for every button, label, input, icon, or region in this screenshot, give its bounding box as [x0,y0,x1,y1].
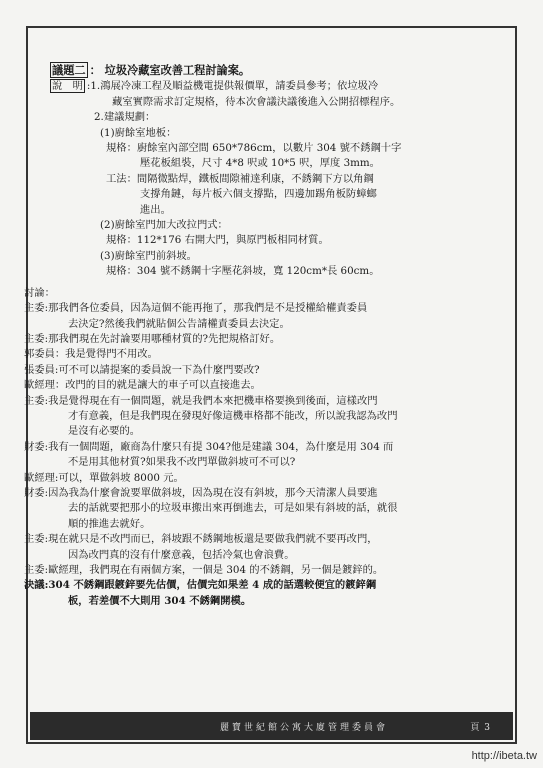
explanation-line-1: 說 明 :1.鴻展冷凍工程及順益機電提供報價單，請委員參考；依垃圾冷 [52,80,379,93]
footer-bar [30,712,513,740]
agenda-title: 垃圾冷藏室改善工程討論案。 [104,63,251,77]
discussion-line: 才有意義，但是我們現在發現好像這機車格都不能改，所以說我認為改門 [68,409,398,422]
page-number: 頁 3 [470,723,491,733]
discussion-line: 郭委員：我是覺得門不用改。 [24,348,158,361]
discussion-line: 張委員:可不可以請提案的委員說一下為什麼門要改? [24,363,260,376]
explanation-line-10: (2)廚餘室門加大改拉門式： [100,219,228,232]
agenda-heading: 議題二 ： 垃圾冷藏室改善工程討論案。 [52,63,251,77]
explanation-line-3: 2.建議規劃： [94,111,156,124]
discussion-line: 是沒有必要的。 [68,425,141,438]
explanation-line-12: (3)廚餘室門前斜坡。 [100,249,197,262]
site-watermark: http://ibeta.tw [471,750,537,762]
discussion-line: 歐經理：改門的目的就是讓大的車子可以直接進去。 [24,379,261,392]
footer-title: 麗寶世紀館公寓大廈管理委員會 [220,723,389,733]
discussion-line: 主委:那我們各位委員，因為這個不能再拖了，那我們是不是授權給權責委員 [24,302,368,315]
resolution-line: 決議:304 不銹鋼跟鍍鋅要先估價，估價完如果差 4 成的話選較便宜的鍍鋅鋼 [24,579,377,592]
explanation-line-7: 工法：間隔微點焊，鐵板間隙補達利康，不銹鋼下方以角鋼 [106,172,374,185]
explanation-label: 說 明 [52,80,83,93]
discussion-line: 不是用其他材質?如果我不改門單做斜坡可不可以? [68,456,296,469]
explanation-line-11: 規格：112*176 右開大門，與原門板相同材質。 [106,234,329,247]
discussion-line: 歐經理:可以，單做斜坡 8000 元。 [24,471,184,484]
explanation-line-5: 規格：廚餘室內部空間 650*786cm，以數片 304 號不銹鋼十字 [106,142,402,155]
explanation-line-6: 壓花板組裝，尺寸 4*8 呎或 10*5 呎，厚度 3mm。 [140,157,380,170]
resolution-line: 板，若差價不大則用 304 不銹鋼開模。 [68,594,252,607]
discussion-line: 去的話就要把那小的垃圾車搬出來再倒進去，可是如果有斜坡的話，就很 [68,502,398,515]
discussion-line: 去決定?然後我們就貼個公告請權責委員去決定。 [68,317,290,330]
discussion-line: 順的推進去就好。 [68,517,151,530]
discussion-line: 財委:我有一個問題，廠商為什麼只有提 304?他是建議 304，為什麼是用 304 而 [24,440,394,453]
explanation-line-2: 藏室實際需求訂定規格，待本次會議決議後進入公開招標程序。 [112,95,401,108]
discussion-line: 主委:那我們現在先討論要用哪種材質的?先把規格訂好。 [24,332,281,345]
explanation-line-8: 支撐角鏈，每片板六個支撐點，四邊加踢角板防蟑螂 [140,188,377,201]
explanation-line-9: 進出。 [140,203,171,216]
discussion-line: 因為改門真的沒有什麼意義，包括冷氣也會浪費。 [68,548,295,561]
explanation-line-13: 規格：304 號不銹鋼十字壓花斜坡，寬 120cm*長 60cm。 [106,265,380,278]
discussion-line: 主委:現在就只是不改門而已，斜坡跟不銹鋼地板還是要做我們就不要再改門， [24,533,378,546]
discussion-label: 討論： [24,286,55,299]
document-body [24,63,490,609]
discussion-line: 主委:我是覺得現在有一個問題，就是我們本來把機車格要換到後面，這樣改門 [24,394,378,407]
discussion-line: 財委:因為我為什麼會說要單做斜坡，因為現在沒有斜坡，那今天清潔人員要進 [24,486,378,499]
discussion-line: 主委:歐經理，我們現在有兩個方案，一個是 304 的不銹鋼，另一個是鍍鋅的。 [24,564,384,576]
agenda-label: 議題二 [52,63,86,77]
explanation-line-4: (1)廚餘室地板： [100,126,177,139]
